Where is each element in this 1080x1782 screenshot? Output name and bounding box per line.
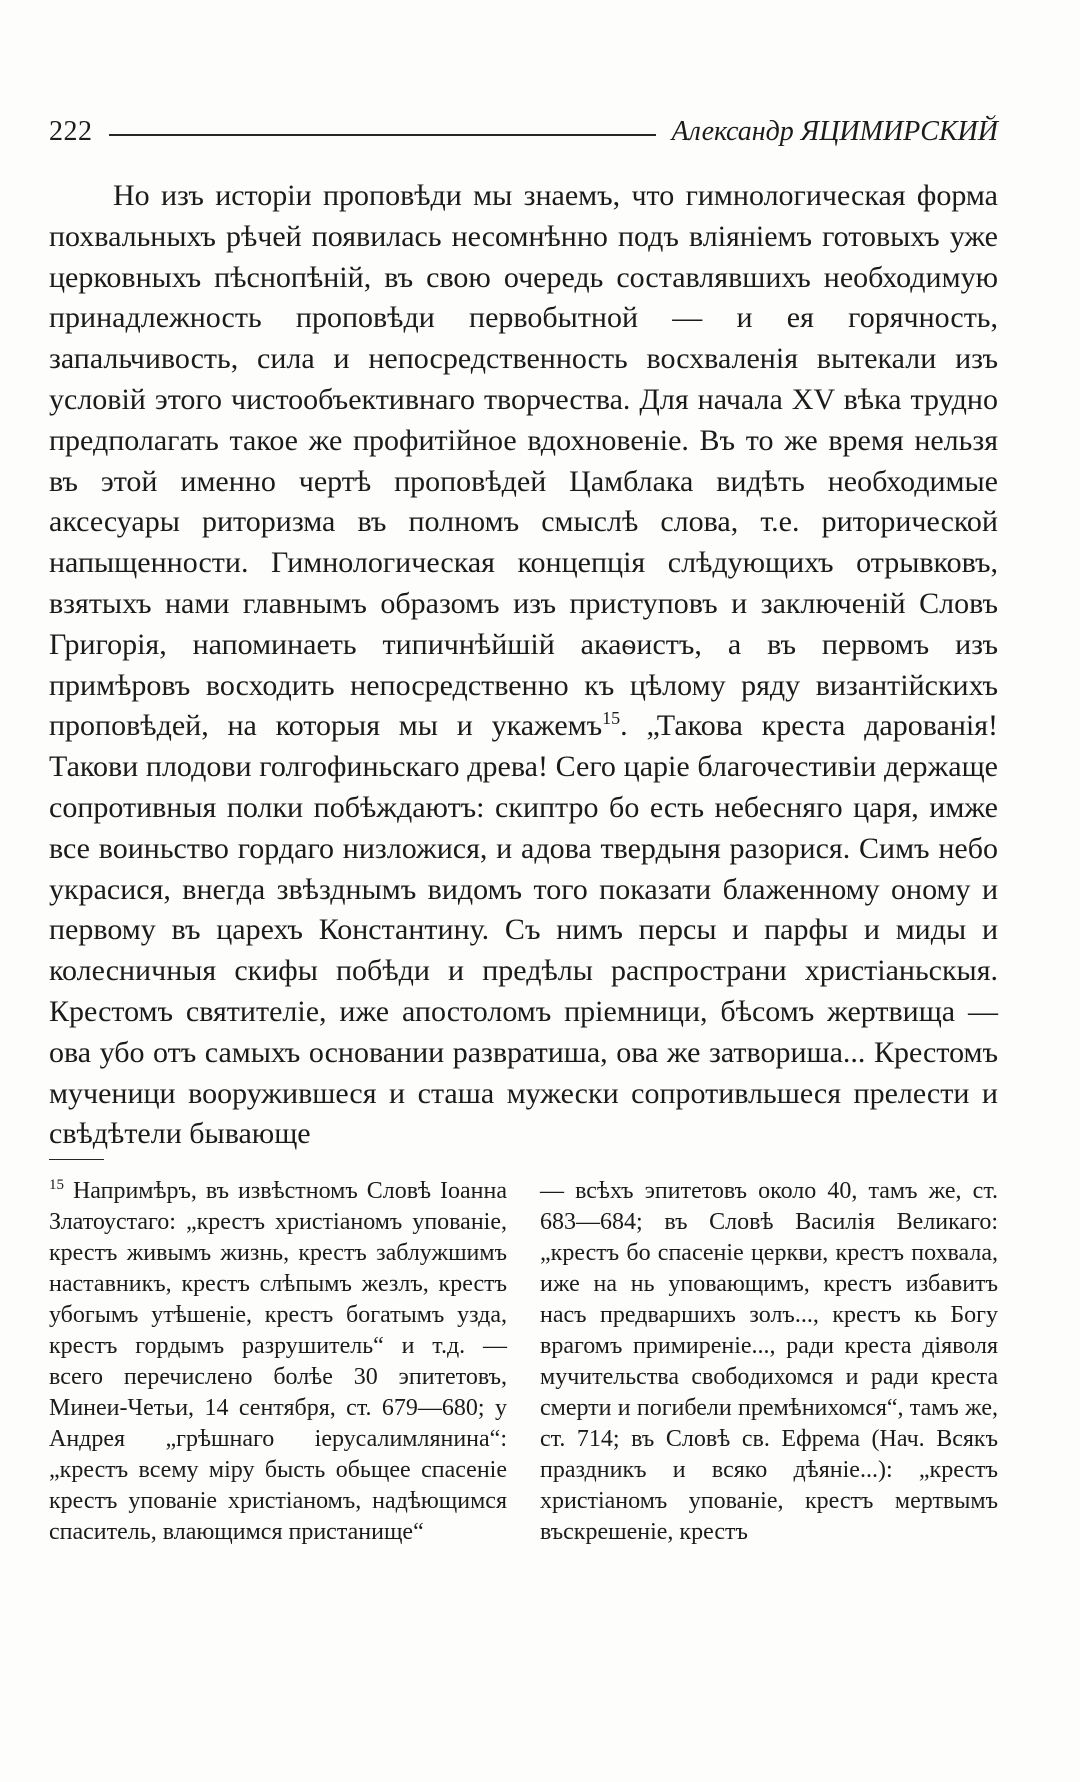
- footnote-column-right: [540, 1176, 998, 1548]
- page-number: 222: [49, 116, 93, 147]
- footnote-right-text: — всѣхъ эпитетовъ около 40, тамъ же, ст. 683—684; въ Словѣ Василія Великаго: „крестъ бо спасеніе церкви, крестъ похвала, иже на нь уповающимъ, крестъ избавитъ насъ предваршихъ золъ..., крестъ кь Богу врагомъ примиреніе..., ради креста діяволя мучительства свободихомся и ради креста смерти и погибели премѣнихомся“, тамъ же, ст. 714; въ Словѣ св. Ефрема (Нач. Всякъ праздникъ и всяко дѣяніе...): „крестъ христіаномъ упованіе, крестъ мертвымъ въскрешеніе, крестъ: [540, 1178, 998, 1545]
- header-rule: [109, 134, 656, 136]
- main-text-after-note: . „Такова креста дарованія! Такови плодови голгофиньскаго древа! Сего царіе благочестивіи держаще сопротивныя полки побѣждаютъ: скиптро бо есть небесняго царя, имже все воиньство гордаго низложися, и адова твердыня разорися. Симъ небо украсися, внегда звѣзднымъ видомъ того показати блаженному оному и первому въ царехъ Константину. Съ нимъ персы и парфы и миды и колесничныя скифы побѣди и предѣлы распространи христіаньскыя. Крестомъ святителіе, иже апостоломъ пріемници, бѣсомъ жертвища — ова убо отъ самыхъ основании развратиша, ова же затвориша... Крестомъ мученици вооружившеся и сташа мужески сопротивльшеся прелести и свѣдѣтели бывающе: [49, 709, 998, 1151]
- running-head: [49, 110, 998, 154]
- main-text-before-note: Но изъ исторіи проповѣди мы знаемъ, что гимнологическая форма похвальныхъ рѣчей появилась несомнѣнно подъ вліяніемъ готовыхъ уже церковныхъ пѣснопѣній, въ свою очередь составлявшихъ необходимую принадлежность проповѣди первобытной — и ея горячность, запальчивость, сила и непосредственность восхваленія вытекали изъ условій этого чистообъективнаго творчества. Для начала XV вѣка трудно предполагать такое же профитійное вдохновеніе. Въ то же время нельзя въ этой именно чертѣ проповѣдей Цамблака видѣть необходимые аксесуары риторизма въ полномъ смыслѣ слова, т.е. риторической напыщенности. Гимнологическая концепція слѣдующихъ отрывковъ, взятыхъ нами главнымъ образомъ изъ приступовъ и заключеній Словъ Григорія, напоминаеть типичнѣйшій акаѳистъ, а въ первомъ изъ примѣровъ восходить непосредственно къ цѣлому ряду византійскихъ проповѣдей, на которыя мы и укажемъ: [49, 179, 998, 743]
- footnote-column-left: [49, 1176, 507, 1548]
- footnote-separator: [49, 1159, 104, 1160]
- main-paragraph: [49, 176, 998, 1155]
- running-title: Александр ЯЦИМИРСКИЙ: [671, 116, 998, 147]
- footnote-left-text: Напримѣръ, въ извѣстномъ Словѣ Іоанна Златоустаго: „крестъ христіаномъ упованіе, крестъ живымъ жизнь, крестъ заблужшимъ наставникъ, крестъ слѣпымъ жезлъ, крестъ убогымъ утѣшеніе, крестъ богатымъ узда, крестъ гордымъ разрушитель“ и т.д. — всего перечислено болѣе 30 эпитетовъ, Минеи-Четьи, 14 сентября, ст. 679—680; у Андрея „грѣшнаго іерусалимлянина“: „крестъ всему міру бысть обьщее спасеніе крестъ упованіе христіаномъ, надѣющимся спаситель, влающимся пристанище“: [49, 1178, 507, 1545]
- footnote-area: [49, 1176, 998, 1548]
- footnote-marker: 15: [49, 1177, 64, 1193]
- footnote-reference: 15: [602, 708, 621, 729]
